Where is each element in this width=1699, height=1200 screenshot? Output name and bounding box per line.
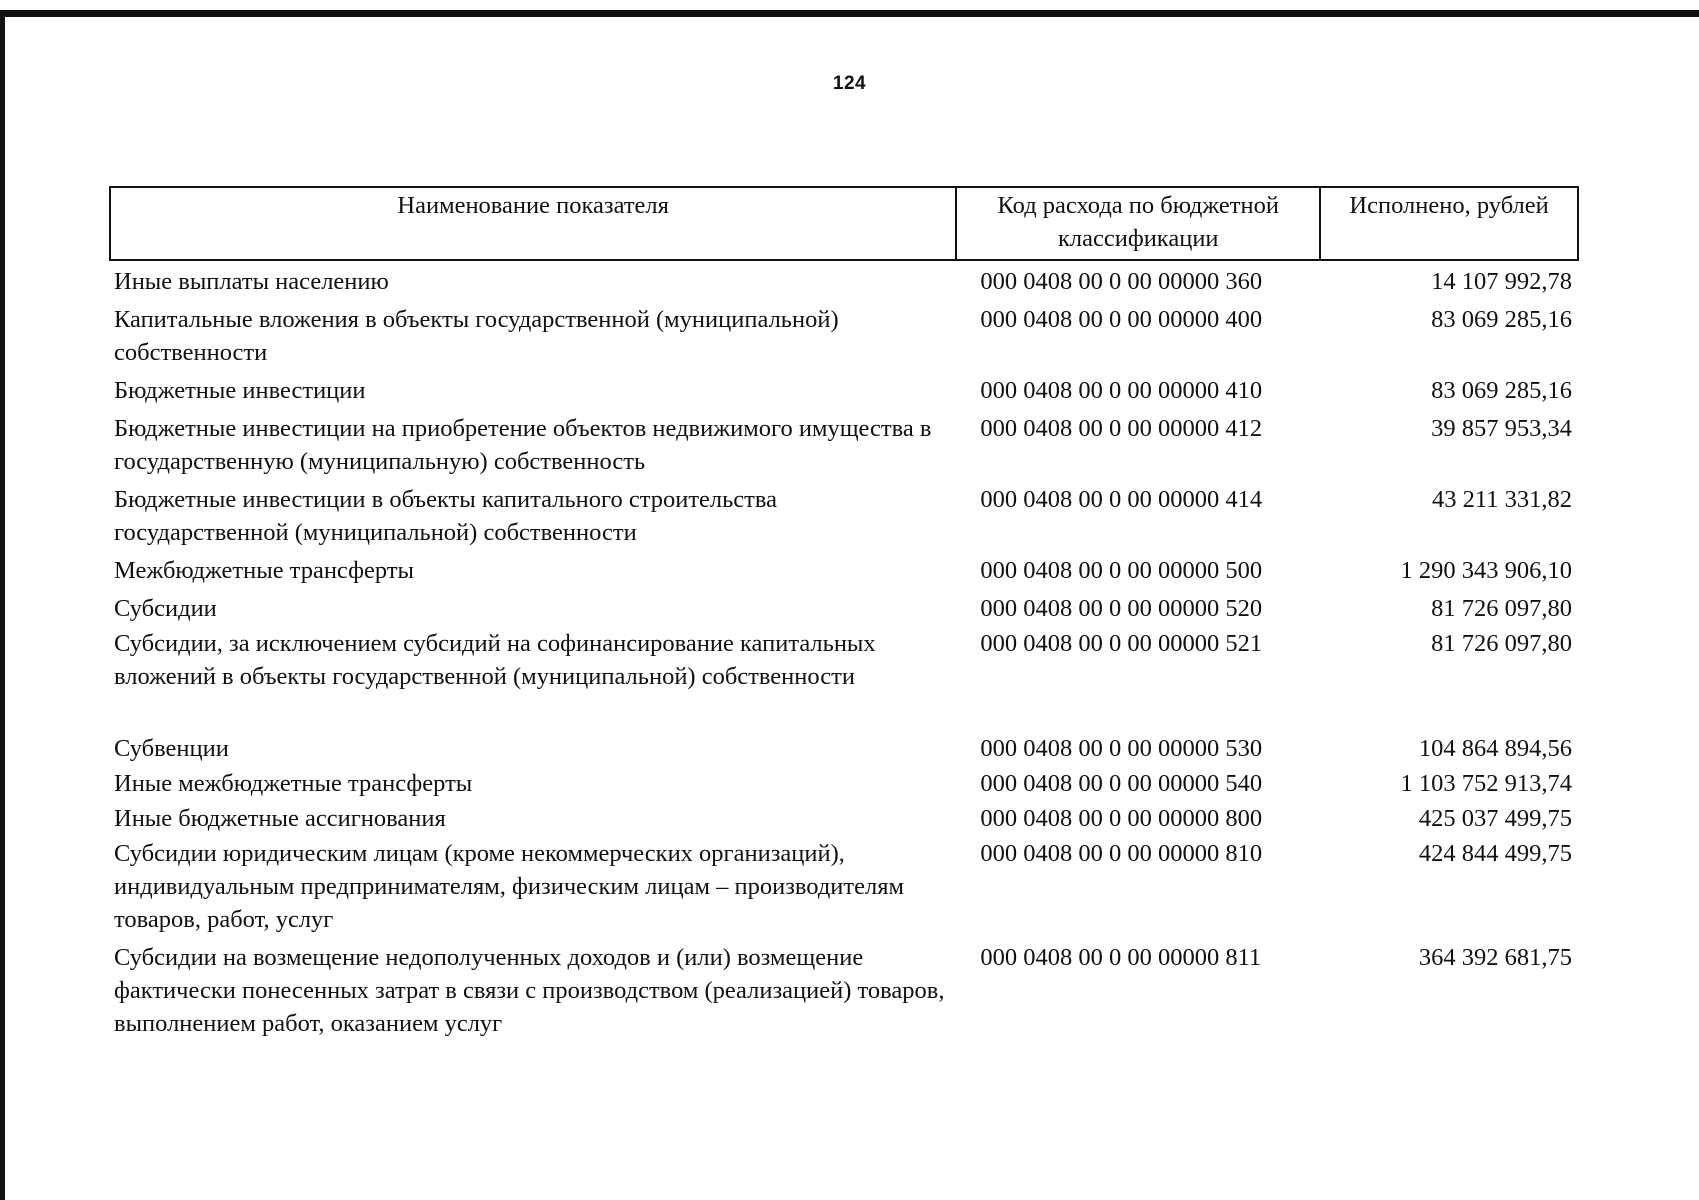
row-amount: 424 844 499,75 — [1418, 840, 1572, 867]
row-code: 000 0408 00 0 00 00000 811 — [980, 944, 1262, 971]
row-code: 000 0408 00 0 00 00000 521 — [980, 630, 1263, 657]
row-code: 000 0408 00 0 00 00000 360 — [980, 268, 1263, 295]
row-name: Иные межбюджетные трансферты — [114, 770, 473, 797]
table-row — [110, 591, 1578, 626]
table-row — [110, 836, 1578, 940]
row-name: Бюджетные инвестиции в объекты капитального строительства государственной (муниципальной) собственности — [114, 486, 777, 546]
row-name: Бюджетные инвестиции на приобретение объектов недвижимого имущества в государственную (муниципальную) собственность — [114, 415, 932, 475]
table-row — [110, 626, 1578, 731]
table-row — [110, 260, 1578, 302]
row-code: 000 0408 00 0 00 00000 410 — [980, 377, 1263, 404]
table-row — [110, 553, 1578, 591]
row-code: 000 0408 00 0 00 00000 400 — [980, 306, 1263, 333]
row-code: 000 0408 00 0 00 00000 540 — [980, 770, 1263, 797]
expenditure-table — [109, 186, 1579, 1041]
row-name: Субсидии — [114, 595, 217, 622]
row-amount: 81 726 097,80 — [1431, 595, 1572, 622]
header-code: Код расхода по бюджетной классификации — [956, 187, 1320, 260]
table-header — [110, 187, 1578, 260]
row-amount: 425 037 499,75 — [1418, 805, 1572, 832]
row-code: 000 0408 00 0 00 00000 414 — [980, 486, 1263, 513]
row-name: Бюджетные инвестиции — [114, 377, 366, 404]
header-amount: Исполнено, рублей — [1320, 187, 1578, 260]
table-row — [110, 373, 1578, 411]
row-code: 000 0408 00 0 00 00000 810 — [980, 840, 1263, 867]
header-row — [110, 187, 1578, 260]
table-row — [110, 940, 1578, 1041]
table-row — [110, 411, 1578, 482]
row-code: 000 0408 00 0 00 00000 800 — [980, 805, 1263, 832]
row-code: 000 0408 00 0 00 00000 500 — [980, 557, 1263, 584]
row-amount: 83 069 285,16 — [1431, 377, 1572, 404]
table-body — [110, 260, 1578, 1041]
row-amount: 43 211 331,82 — [1432, 486, 1572, 513]
header-name: Наименование показателя — [110, 187, 956, 260]
row-name: Субсидии юридическим лицам (кроме некоммерческих организаций), индивидуальным предпринимателям, физическим лицам – производителям товаров, работ, услуг — [114, 840, 904, 933]
row-name: Межбюджетные трансферты — [114, 557, 414, 584]
row-amount: 39 857 953,34 — [1431, 415, 1572, 442]
row-name: Субвенции — [114, 735, 229, 762]
row-amount: 14 107 992,78 — [1431, 268, 1572, 295]
row-code: 000 0408 00 0 00 00000 412 — [980, 415, 1263, 442]
table-row — [110, 801, 1578, 836]
row-amount: 83 069 285,16 — [1431, 306, 1572, 333]
table-row — [110, 482, 1578, 553]
row-name: Капитальные вложения в объекты государственной (муниципальной) собственности — [114, 306, 839, 366]
table-row — [110, 302, 1578, 373]
row-amount: 1 290 343 906,10 — [1400, 557, 1572, 584]
row-amount: 81 726 097,80 — [1431, 630, 1572, 657]
row-name: Иные бюджетные ассигнования — [114, 805, 446, 832]
row-code: 000 0408 00 0 00 00000 530 — [980, 735, 1263, 762]
row-name: Субсидии на возмещение недополученных доходов и (или) возмещение фактически понесенных затрат в связи с производством (реализацией) товаров, выполнением работ, оказанием услуг — [114, 944, 945, 1037]
row-name: Иные выплаты населению — [114, 268, 389, 295]
page-number: 124 — [832, 73, 867, 94]
table-row — [110, 731, 1578, 766]
row-code: 000 0408 00 0 00 00000 520 — [980, 595, 1263, 622]
table-row — [110, 766, 1578, 801]
row-amount: 364 392 681,75 — [1418, 944, 1572, 971]
row-name: Субсидии, за исключением субсидий на софинансирование капитальных вложений в объекты государственной (муниципальной) собственности — [114, 630, 876, 690]
row-amount: 104 864 894,56 — [1418, 735, 1572, 762]
row-amount: 1 103 752 913,74 — [1400, 770, 1572, 797]
